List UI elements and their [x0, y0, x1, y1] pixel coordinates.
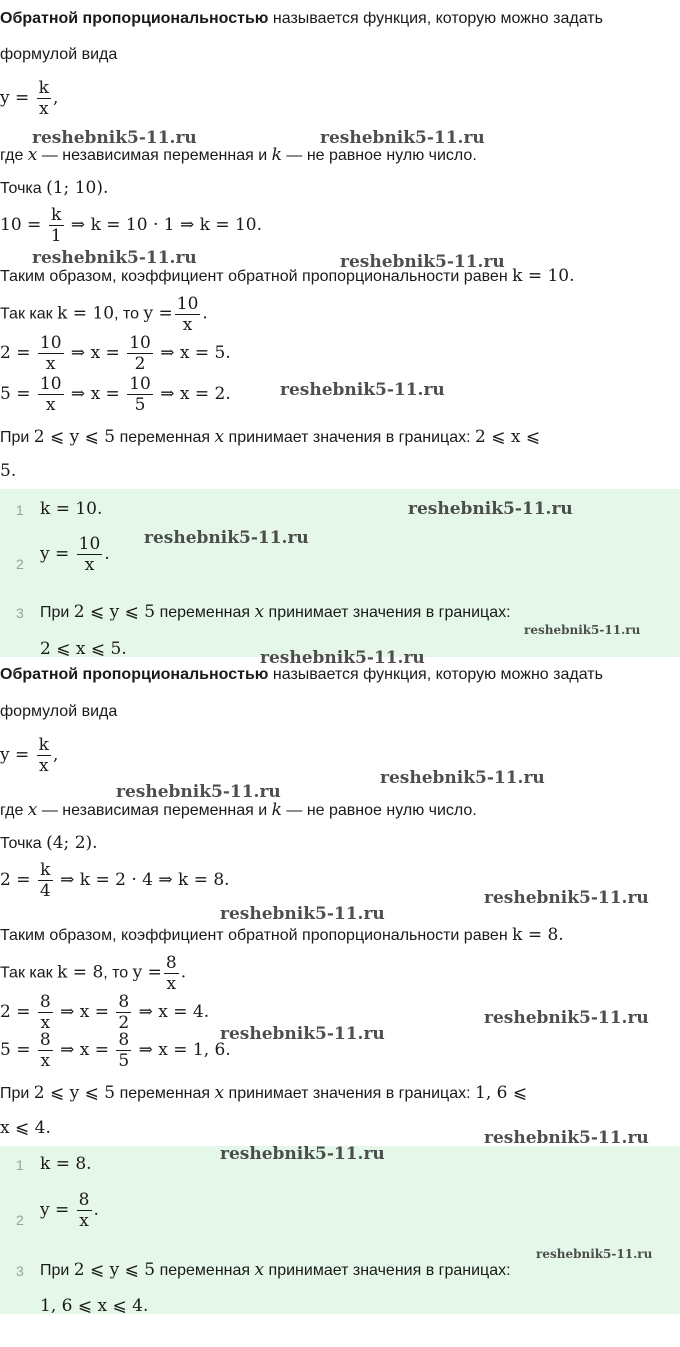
var-k: k [271, 145, 282, 165]
k-value: k = 8 [57, 962, 104, 983]
x-range-start: 2 ⩽ x ⩽ [475, 427, 541, 447]
point-value: (4; 2). [46, 833, 98, 853]
text: переменная [115, 429, 215, 446]
watermark: reshebnik5-11.ru [536, 1247, 653, 1261]
eq-rest: ⇒ x = 2. [160, 384, 231, 404]
text: — независимая переменная и [37, 802, 272, 819]
calc-k [0, 205, 262, 246]
intro-line-2: формулой вида [0, 46, 118, 63]
answer-text: k = 10. [40, 499, 103, 519]
y-lhs: y = [40, 544, 70, 564]
fraction [164, 953, 179, 994]
answer-range-line-2: 2 ⩽ x ⩽ 5. [40, 639, 127, 657]
watermark: reshebnik5-11.ru [220, 1024, 385, 1044]
step-number: 2 [16, 1212, 24, 1228]
eq-lhs: 2 = [0, 343, 31, 363]
watermark: reshebnik5-11.ru [320, 128, 485, 148]
step-number: 1 [16, 502, 24, 518]
denominator: 1 [50, 226, 62, 246]
eq-mid: ⇒ x = [70, 343, 120, 363]
var-x: x [27, 800, 38, 820]
formula [0, 78, 58, 119]
watermark: reshebnik5-11.ru [484, 1128, 649, 1148]
eq-mid: ⇒ x = [60, 1040, 109, 1060]
k-value: k = 10 [57, 303, 115, 324]
fraction [127, 374, 153, 415]
coef-value: k = 10. [512, 266, 575, 286]
eq-mid: ⇒ x = [60, 1002, 109, 1022]
fraction [77, 534, 103, 575]
intro-line-2: формулой вида [0, 703, 118, 720]
formula-lhs: y = [0, 745, 30, 765]
y-lhs: y = [40, 1200, 70, 1220]
text: — не равное нулю число. [281, 147, 477, 164]
fraction [38, 1030, 53, 1071]
numerator: 10 [39, 333, 62, 353]
intro-line [0, 665, 603, 685]
numerator: k [38, 860, 53, 881]
text: — не равное нулю число. [281, 802, 477, 819]
range-line [0, 427, 540, 448]
step-number: 3 [16, 605, 24, 621]
intro-text: называется функция, которую можно задать [268, 10, 603, 27]
var-x: x [254, 1260, 265, 1280]
step-number: 3 [16, 1263, 24, 1279]
numerator: 8 [39, 1030, 51, 1050]
numerator: 10 [129, 374, 151, 394]
formula [0, 735, 58, 776]
watermark: reshebnik5-11.ru [260, 648, 425, 668]
calc-lhs: 10 = [0, 215, 42, 235]
text: переменная [155, 1262, 255, 1279]
coef-text: Таким образом, коэффициент обратной пропорциональности равен [0, 927, 513, 944]
numerator: 10 [176, 294, 199, 314]
point-line [0, 833, 98, 854]
denominator: 2 [118, 1013, 130, 1033]
text: Так как [0, 305, 58, 323]
text: принимает значения в границах: [224, 1085, 476, 1102]
denominator: x [45, 395, 56, 415]
fraction [38, 333, 64, 374]
y-lhs: y = [143, 303, 173, 324]
denominator: x [39, 756, 49, 776]
coef-text: Таким образом, коэффициент обратной пропорциональности равен [0, 268, 513, 285]
text: Так как [0, 964, 58, 982]
y-lhs: y = [132, 962, 162, 983]
denominator: 4 [39, 881, 51, 901]
numerator: 10 [78, 534, 101, 554]
watermark: reshebnik5-11.ru [408, 499, 573, 519]
calc-k [0, 860, 230, 901]
denominator: x [39, 99, 49, 119]
equation-1 [0, 333, 231, 374]
text: принимает значения в границах: [264, 1262, 511, 1279]
term-bold: Обратной пропорциональностью [0, 10, 269, 27]
point-line [0, 178, 108, 199]
var-k: k [271, 800, 282, 820]
watermark: reshebnik5-11.ru [116, 782, 281, 802]
equation-1 [0, 992, 209, 1033]
watermark: reshebnik5-11.ru [280, 380, 445, 400]
watermark: reshebnik5-11.ru [484, 1008, 649, 1028]
point-label: Точка [0, 180, 47, 197]
var-x: x [27, 145, 38, 165]
watermark: reshebnik5-11.ru [32, 128, 197, 148]
fraction [38, 992, 53, 1033]
text: переменная [115, 1085, 215, 1102]
numerator: 8 [78, 1190, 90, 1210]
eq-rest: ⇒ x = 1, 6. [138, 1040, 231, 1060]
numerator: 8 [118, 992, 130, 1012]
fraction [127, 333, 153, 374]
watermark: reshebnik5-11.ru [144, 528, 309, 548]
fraction [38, 374, 64, 415]
calc-lhs: 2 = [0, 870, 31, 890]
denominator: x [84, 555, 95, 575]
text: принимает значения в границах: [264, 604, 511, 621]
var-x: x [214, 1083, 225, 1103]
denominator: x [182, 315, 193, 335]
text: При [0, 1085, 34, 1102]
point-label: Точка [0, 835, 47, 852]
fraction [37, 78, 51, 119]
answer-range [40, 602, 511, 623]
text: переменная [155, 604, 255, 621]
var-x: x [254, 602, 265, 622]
term-bold: Обратной пропорциональностью [0, 666, 269, 683]
tail: . [180, 962, 187, 983]
denominator: x [45, 354, 56, 374]
numerator: k [49, 205, 64, 226]
intro-line [0, 9, 603, 29]
range-line [0, 1083, 527, 1104]
answer-text: k = 8. [40, 1154, 92, 1174]
watermark: reshebnik5-11.ru [340, 252, 505, 272]
numerator: 8 [118, 1030, 130, 1050]
answer-range [40, 1260, 511, 1281]
since-line [0, 953, 186, 994]
point-value: (1; 10). [46, 178, 109, 198]
text: , то [114, 305, 144, 323]
fraction [175, 294, 201, 335]
numerator: 8 [165, 953, 177, 973]
text: При [40, 604, 74, 621]
answer-formula [40, 534, 110, 575]
answer-range-line-2: 1, 6 ⩽ x ⩽ 4. [40, 1296, 149, 1314]
fraction [116, 1030, 131, 1071]
range-line-2: x ⩽ 4. [0, 1118, 51, 1138]
watermark: reshebnik5-11.ru [484, 888, 649, 908]
eq-mid: ⇒ x = [70, 384, 120, 404]
definition-line [0, 800, 477, 821]
denominator: x [40, 1051, 51, 1071]
formula-tail: , [52, 745, 59, 765]
eq-lhs: 5 = [0, 1040, 31, 1060]
var-x: x [214, 427, 225, 447]
numerator: 8 [39, 992, 51, 1012]
equation-2 [0, 1030, 231, 1071]
denominator: x [166, 974, 177, 994]
eq-rest: ⇒ x = 4. [138, 1002, 210, 1022]
fraction [116, 992, 131, 1033]
coef-value: k = 8. [512, 925, 564, 945]
watermark: reshebnik5-11.ru [524, 623, 641, 637]
tail: . [202, 303, 208, 324]
numerator: k [38, 78, 49, 98]
calc-rest: ⇒ k = 2 · 4 ⇒ k = 8. [60, 870, 230, 890]
eq-lhs: 5 = [0, 384, 31, 404]
x-range-start: 1, 6 ⩽ [475, 1083, 528, 1103]
fraction [38, 860, 53, 901]
watermark: reshebnik5-11.ru [220, 904, 385, 924]
fraction [49, 205, 64, 246]
watermark: reshebnik5-11.ru [380, 768, 545, 788]
text: где [0, 147, 28, 164]
denominator: x [40, 1013, 51, 1033]
calc-rest: ⇒ k = 10 · 1 ⇒ k = 10. [70, 215, 263, 235]
denominator: 2 [134, 354, 146, 374]
answer-formula [40, 1190, 99, 1231]
fraction [77, 1190, 92, 1231]
text: — независимая переменная и [37, 147, 272, 164]
watermark: reshebnik5-11.ru [220, 1144, 385, 1164]
formula-lhs: y = [0, 88, 30, 108]
eq-rest: ⇒ x = 5. [160, 343, 231, 363]
y-condition: 2 ⩽ y ⩽ 5 [73, 1260, 156, 1280]
answer-panel [0, 1146, 680, 1314]
equation-2 [0, 374, 231, 415]
text: принимает значения в границах: [224, 429, 476, 446]
eq-lhs: 2 = [0, 1002, 31, 1022]
since-line [0, 294, 208, 335]
denominator: 5 [118, 1051, 130, 1071]
denominator: 5 [134, 395, 146, 415]
step-number: 1 [16, 1157, 24, 1173]
tail: . [104, 544, 110, 564]
watermark: reshebnik5-11.ru [32, 248, 197, 268]
step-number: 2 [16, 556, 24, 572]
text: При [40, 1262, 74, 1279]
y-condition: 2 ⩽ y ⩽ 5 [33, 427, 116, 447]
y-condition: 2 ⩽ y ⩽ 5 [33, 1083, 116, 1103]
formula-tail: , [52, 88, 59, 108]
numerator: k [38, 735, 49, 755]
definition-line [0, 145, 477, 166]
range-line-2: 5. [0, 461, 17, 481]
y-condition: 2 ⩽ y ⩽ 5 [73, 602, 156, 622]
coef-line [0, 925, 564, 946]
denominator: x [79, 1211, 89, 1231]
text: При [0, 429, 34, 446]
numerator: 10 [39, 374, 62, 394]
text: где [0, 802, 28, 819]
fraction [37, 735, 51, 776]
tail: . [93, 1200, 99, 1220]
intro-text: называется функция, которую можно задать [268, 666, 603, 683]
numerator: 10 [129, 333, 151, 353]
text: , то [103, 964, 133, 982]
